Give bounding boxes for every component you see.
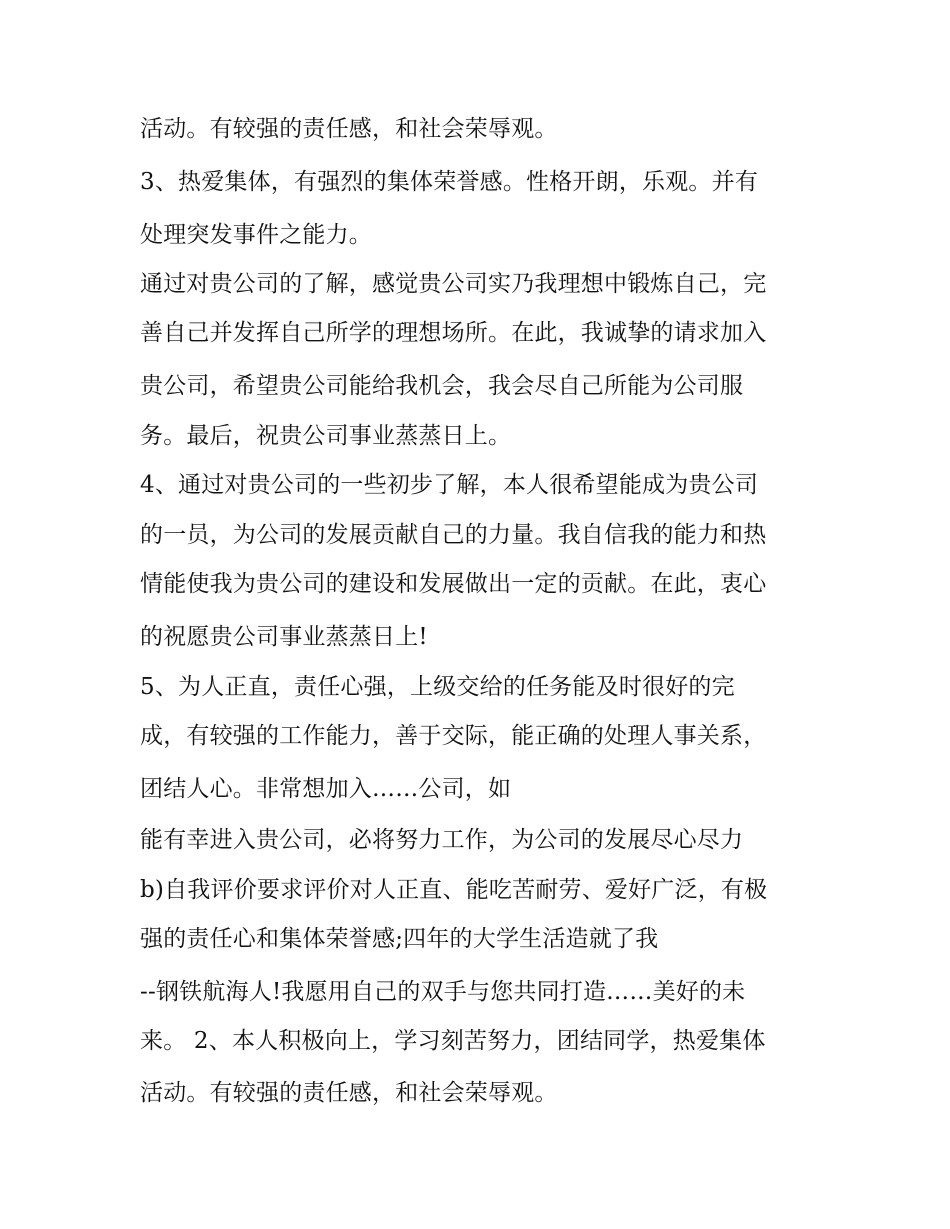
text-line: 善自己并发挥自己所学的理想场所。在此，我诚挚的请求加入 — [140, 320, 767, 346]
text-line: 通过对贵公司的了解，感觉贵公司实乃我理想中锻炼自己，完 — [140, 271, 767, 297]
text-line: 来。 2、本人积极向上，学习刻苦努力，团结同学，热爱集体 — [140, 1028, 766, 1054]
text-line: --钢铁航海人!我愿用自己的双手与您共同打造……美好的未 — [140, 979, 746, 1005]
text-line: 4、通过对贵公司的一些初步了解，本人很希望能成为贵公司 — [140, 472, 759, 498]
text-line: 强的责任心和集体荣誉感;四年的大学生活造就了我 — [140, 926, 659, 952]
text-line: 5、为人正直，责任心强，上级交给的任务能及时很好的完 — [140, 674, 735, 700]
text-line: 的祝愿贵公司事业蒸蒸日上! — [140, 624, 428, 650]
text-line: 贵公司，希望贵公司能给我机会，我会尽自己所能为公司服 — [140, 373, 744, 399]
text-line: 情能使我为贵公司的建设和发展做出一定的贡献。在此，衷心 — [140, 571, 767, 597]
text-line: 活动。有较强的责任感，和社会荣辱观。 — [140, 1080, 558, 1106]
text-line: 成，有较强的工作能力，善于交际，能正确的处理人事关系， — [140, 723, 767, 749]
text-line: 团结人心。非常想加入……公司，如 — [140, 776, 512, 802]
text-line: 3、热爱集体，有强烈的集体荣誉感。性格开朗，乐观。并有 — [140, 169, 759, 195]
text-line: 能有幸进入贵公司，必将努力工作，为公司的发展尽心尽力 — [140, 827, 744, 853]
text-line: 活动。有较强的责任感，和社会荣辱观。 — [140, 116, 558, 142]
text-line: 务。最后，祝贵公司事业蒸蒸日上。 — [140, 423, 512, 449]
text-line: b)自我评价要求评价对人正直、能吃苦耐劳、爱好广泛，有极 — [140, 877, 768, 903]
text-line: 处理突发事件之能力。 — [140, 222, 372, 248]
text-line: 的一员，为公司的发展贡献自己的力量。我自信我的能力和热 — [140, 522, 767, 548]
